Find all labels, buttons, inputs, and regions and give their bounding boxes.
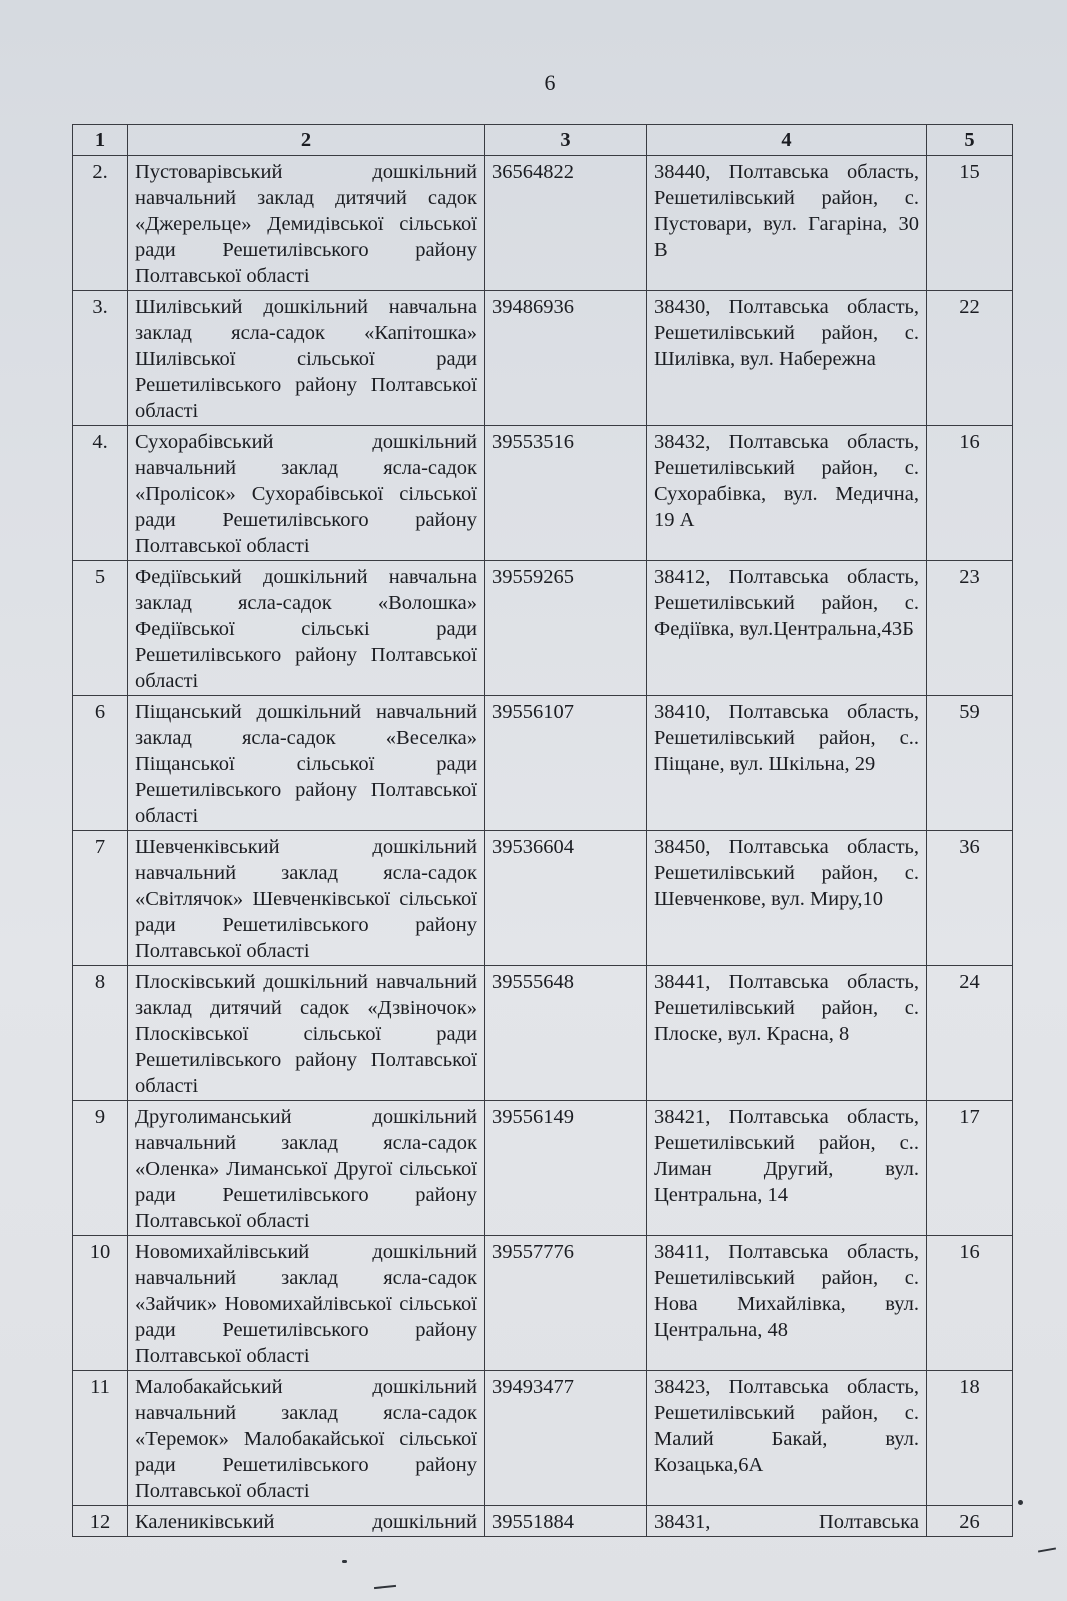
- table-header-row: [73, 125, 1013, 156]
- institution-code: 39493477: [485, 1371, 647, 1506]
- institution-code: 39556149: [485, 1101, 647, 1236]
- children-count: 24: [927, 966, 1013, 1101]
- institution-address: 38440, Полтавська область, Решетилівський район, с. Пустовари, вул. Гагаріна, 30 В: [647, 156, 927, 291]
- row-number: 8: [73, 966, 128, 1101]
- row-number: 10: [73, 1236, 128, 1371]
- column-header: 2: [128, 125, 485, 156]
- institution-name: Пустоварівський дошкільний навчальний заклад дитячий садок «Джерельце» Демидівської сільської ради Решетилівського району Полтавської області: [128, 156, 485, 291]
- row-number: 2.: [73, 156, 128, 291]
- table-row: [73, 1506, 1013, 1537]
- row-number: 12: [73, 1506, 128, 1537]
- table-row: [73, 291, 1013, 426]
- ink-speck: [374, 1585, 396, 1589]
- institution-name: Шевченківський дошкільний навчальний заклад ясла-садок «Світлячок» Шевченківської сільської ради Решетилівського району Полтавської області: [128, 831, 485, 966]
- institution-code: 39536604: [485, 831, 647, 966]
- institution-code: 36564822: [485, 156, 647, 291]
- institution-code: 39553516: [485, 426, 647, 561]
- table-row: [73, 156, 1013, 291]
- row-number: 11: [73, 1371, 128, 1506]
- row-number: 7: [73, 831, 128, 966]
- table-row: [73, 561, 1013, 696]
- institution-code: 39486936: [485, 291, 647, 426]
- institution-name: Плосківський дошкільний навчальний заклад дитячий садок «Дзвіночок» Плосківської сільської ради Решетилівського району Полтавської області: [128, 966, 485, 1101]
- children-count: 59: [927, 696, 1013, 831]
- institution-name: Сухорабівський дошкільний навчальний заклад ясла-садок «Пролісок» Сухорабівської сільської ради Решетилівського району Полтавської області: [128, 426, 485, 561]
- table-row: [73, 426, 1013, 561]
- institution-name: Малобакайський дошкільний навчальний заклад ясла-садок «Теремок» Малобакайської сільської ради Решетилівського району Полтавської області: [128, 1371, 485, 1506]
- children-count: 15: [927, 156, 1013, 291]
- column-header: 4: [647, 125, 927, 156]
- institution-address: 38450, Полтавська область, Решетилівський район, с. Шевченкове, вул. Миру,10: [647, 831, 927, 966]
- row-number: 4.: [73, 426, 128, 561]
- row-number: 9: [73, 1101, 128, 1236]
- institution-address: 38421, Полтавська область, Решетилівський район, с.. Лиман Другий, вул. Центральна, 14: [647, 1101, 927, 1236]
- ink-speck: [1038, 1547, 1056, 1552]
- row-number: 3.: [73, 291, 128, 426]
- institution-name: Друголиманський дошкільний навчальний заклад ясла-садок «Оленка» Лиманської Другої сільської ради Решетилівського району Полтавської області: [128, 1101, 485, 1236]
- children-count: 22: [927, 291, 1013, 426]
- institution-name: Федіївський дошкільний навчальна заклад ясла-садок «Волошка» Федіївської сільські ради Решетилівського району Полтавської області: [128, 561, 485, 696]
- institution-address: 38423, Полтавська область, Решетилівський район, с. Малий Бакай, вул. Козацька,6А: [647, 1371, 927, 1506]
- children-count: 36: [927, 831, 1013, 966]
- institution-address: 38411, Полтавська область, Решетилівський район, с. Нова Михайлівка, вул. Центральна, 48: [647, 1236, 927, 1371]
- table-row: [73, 831, 1013, 966]
- table-row: [73, 696, 1013, 831]
- row-number: 6: [73, 696, 128, 831]
- ink-speck: [342, 1560, 347, 1563]
- institution-name: Калениківський дошкільний: [128, 1506, 485, 1537]
- table-row: [73, 1371, 1013, 1506]
- children-count: 26: [927, 1506, 1013, 1537]
- institution-address: 38441, Полтавська область, Решетилівський район, с. Плоске, вул. Красна, 8: [647, 966, 927, 1101]
- institution-address: 38410, Полтавська область, Решетилівський район, с.. Піщане, вул. Шкільна, 29: [647, 696, 927, 831]
- institution-code: 39555648: [485, 966, 647, 1101]
- table-row: [73, 1236, 1013, 1371]
- institution-code: 39559265: [485, 561, 647, 696]
- institutions-table: [72, 124, 1013, 1537]
- page-number: 6: [544, 70, 556, 95]
- children-count: 17: [927, 1101, 1013, 1236]
- institution-name: Шилівський дошкільний навчальна заклад ясла-садок «Капітошка» Шилівської сільської ради Решетилівського району Полтавської області: [128, 291, 485, 426]
- table-row: [73, 1101, 1013, 1236]
- children-count: 16: [927, 1236, 1013, 1371]
- institution-address: 38432, Полтавська область, Решетилівський район, с. Сухорабівка, вул. Медична, 19 А: [647, 426, 927, 561]
- institution-address: 38431, Полтавська: [647, 1506, 927, 1537]
- institution-code: 39551884: [485, 1506, 647, 1537]
- table-row: [73, 966, 1013, 1101]
- institution-code: 39556107: [485, 696, 647, 831]
- children-count: 23: [927, 561, 1013, 696]
- children-count: 18: [927, 1371, 1013, 1506]
- column-header: 5: [927, 125, 1013, 156]
- column-header: 3: [485, 125, 647, 156]
- institution-address: 38412, Полтавська область, Решетилівський район, с. Федіївка, вул.Центральна,43Б: [647, 561, 927, 696]
- institution-name: Новомихайлівський дошкільний навчальний заклад ясла-садок «Зайчик» Новомихайлівської сільської ради Решетилівського району Полтавської області: [128, 1236, 485, 1371]
- column-header: 1: [73, 125, 128, 156]
- children-count: 16: [927, 426, 1013, 561]
- institution-code: 39557776: [485, 1236, 647, 1371]
- institution-name: Піщанський дошкільний навчальний заклад ясла-садок «Веселка» Піщанської сільської ради Решетилівського району Полтавської області: [128, 696, 485, 831]
- institution-address: 38430, Полтавська область, Решетилівський район, с. Шилівка, вул. Набережна: [647, 291, 927, 426]
- row-number: 5: [73, 561, 128, 696]
- ink-speck: [1018, 1500, 1023, 1505]
